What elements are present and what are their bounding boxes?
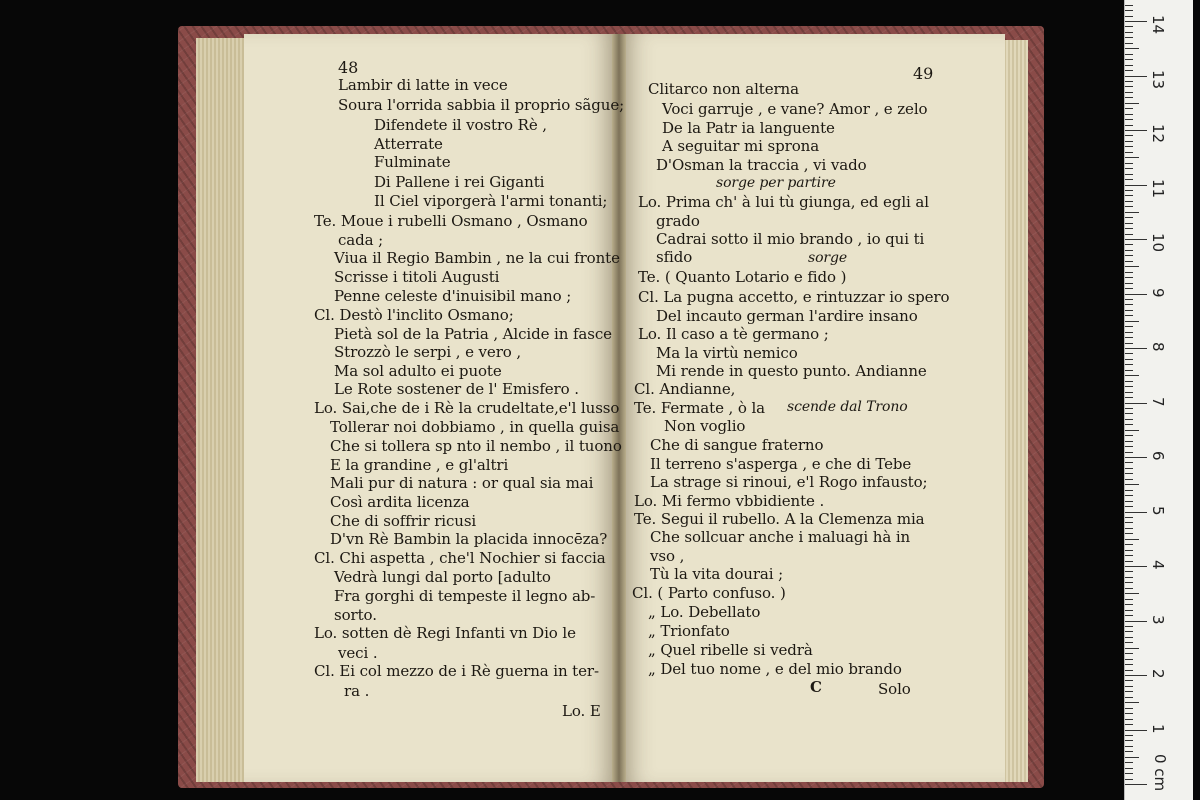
ruler-tick: [1125, 446, 1133, 447]
ruler-number: 13: [1149, 69, 1167, 89]
text-line: Pietà sol de la Patria , Alcide in fasce: [334, 325, 612, 343]
text-line: Che di sangue fraterno: [650, 436, 824, 454]
ruler-tick: [1125, 468, 1133, 469]
ruler-tick: [1125, 648, 1139, 649]
ruler-tick: [1125, 506, 1133, 507]
ruler-tick: [1125, 130, 1147, 131]
ruler-tick: [1125, 283, 1133, 284]
ruler-tick: [1125, 92, 1133, 93]
ruler-tick: [1125, 375, 1139, 376]
ruler-tick: [1125, 762, 1133, 763]
ruler-tick: [1125, 659, 1133, 660]
ruler-number: 10: [1149, 233, 1167, 253]
text-line: Ma sol adulto ei puote: [334, 362, 502, 380]
ruler-tick: [1125, 495, 1133, 496]
ruler-number: 12: [1149, 124, 1167, 144]
ruler-tick: [1125, 16, 1133, 17]
ruler-tick: [1125, 702, 1139, 703]
text-line: Il terreno s'asperga , e che di Tebe: [650, 455, 912, 473]
ruler-tick: [1125, 304, 1133, 305]
text-line: Penne celeste d'inuisibil mano ;: [334, 287, 572, 305]
ruler-tick: [1125, 370, 1133, 371]
ruler-tick: [1125, 135, 1133, 136]
ruler-tick: [1125, 359, 1133, 360]
ruler-tick: [1125, 588, 1133, 589]
ruler-tick: [1125, 272, 1133, 273]
ruler-tick: [1125, 190, 1133, 191]
ruler-tick: [1125, 533, 1133, 534]
ruler-tick: [1125, 114, 1133, 115]
ruler-tick: [1125, 261, 1133, 262]
text-line: Cl. ( Parto confuso. ): [632, 584, 786, 602]
ruler-tick: [1125, 779, 1133, 780]
ruler-tick: [1125, 604, 1133, 605]
ruler-tick: [1125, 315, 1133, 316]
text-line: De la Patr ia languente: [662, 119, 835, 137]
ruler-tick: [1125, 740, 1133, 741]
ruler-tick: [1125, 490, 1133, 491]
ruler-tick: [1125, 413, 1133, 414]
text-line: Lo. sotten dè Regi Infanti vn Dio le: [314, 624, 576, 642]
stage-direction: sorge: [808, 250, 848, 266]
text-line: Difendete il vostro Rè ,: [374, 116, 547, 134]
ruler-tick: [1125, 343, 1133, 344]
ruler-tick: [1125, 462, 1133, 463]
ruler-tick: [1125, 37, 1133, 38]
ruler-tick: [1125, 59, 1133, 60]
text-line: Di Pallene i rei Giganti: [374, 173, 545, 191]
ruler-tick: [1125, 517, 1133, 518]
text-line: ra .: [344, 682, 370, 700]
text-line: Cadrai sotto il mio brando , io qui ti: [656, 230, 925, 248]
ruler-tick: [1125, 179, 1133, 180]
ruler-tick: [1125, 337, 1133, 338]
ruler-tick: [1125, 152, 1133, 153]
ruler-tick: [1125, 544, 1133, 545]
ruler-tick: [1125, 364, 1133, 365]
ruler-tick: [1125, 103, 1139, 104]
ruler-tick: [1125, 244, 1133, 245]
ruler-tick: [1125, 146, 1133, 147]
ruler-tick: [1125, 479, 1133, 480]
ruler-number: 3: [1149, 614, 1167, 625]
ruler-tick: [1125, 353, 1133, 354]
text-line: E la grandine , e gl'altri: [330, 456, 509, 474]
ruler-tick: [1125, 321, 1139, 322]
ruler-tick: [1125, 43, 1133, 44]
ruler-tick: [1125, 76, 1147, 77]
text-line: Mi rende in questo punto. Andianne: [656, 362, 927, 380]
ruler-tick: [1125, 168, 1133, 169]
text-line: Te. ( Quanto Lotario e fido ): [638, 268, 847, 286]
text-line: „ Del tuo nome , e del mio brando: [648, 660, 902, 678]
ruler-tick: [1125, 539, 1139, 540]
text-line: Vedrà lungi dal porto [adulto: [334, 568, 551, 586]
text-line: „ Trionfato: [648, 622, 730, 640]
ruler-tick: [1125, 397, 1133, 398]
text-line: sfido: [656, 248, 693, 266]
ruler-tick: [1125, 10, 1133, 11]
catchword: Solo: [878, 680, 911, 698]
ruler-tick: [1125, 26, 1133, 27]
ruler-tick: [1125, 54, 1133, 55]
ruler-tick: [1125, 288, 1133, 289]
text-line: „ Lo. Debellato: [648, 603, 761, 621]
ruler-tick: [1125, 48, 1139, 49]
text-line: Lo. Mi fermo vbbidiente .: [634, 492, 825, 510]
ruler-number: 11: [1149, 178, 1167, 198]
catchword: Lo. E: [562, 702, 601, 720]
text-line: Il Ciel viporgerà l'armi tonanti;: [374, 192, 608, 210]
ruler-tick: [1125, 424, 1133, 425]
ruler-tick: [1125, 784, 1147, 785]
ruler-tick: [1125, 206, 1133, 207]
ruler-tick: [1125, 670, 1133, 671]
ruler-tick: [1125, 419, 1133, 420]
ruler-tick: [1125, 157, 1139, 158]
text-line: Lo. Prima ch' à lui tù giunga, ed egli al: [638, 193, 929, 211]
ruler-tick: [1125, 217, 1133, 218]
text-line: Lambir di latte in vece: [338, 76, 508, 94]
ruler-tick: [1125, 571, 1133, 572]
ruler-tick: [1125, 163, 1133, 164]
ruler-tick: [1125, 223, 1133, 224]
ruler-tick: [1125, 441, 1133, 442]
ruler-tick: [1125, 266, 1139, 267]
ruler-tick: [1125, 730, 1147, 731]
text-line: cada ;: [338, 231, 384, 249]
text-line: D'Osman la traccia , vi vado: [656, 156, 867, 174]
ruler-tick: [1125, 582, 1133, 583]
text-line: La strage si rinoui, e'l Rogo infausto;: [650, 473, 928, 491]
text-line: Così ardita licenza: [330, 493, 470, 511]
ruler-tick: [1125, 642, 1133, 643]
ruler-number: 2: [1149, 669, 1167, 679]
ruler-tick: [1125, 348, 1147, 349]
ruler-tick: [1125, 550, 1133, 551]
ruler-tick: [1125, 686, 1133, 687]
text-line: Cl. Ei col mezzo de i Rè guerna in ter-: [314, 662, 599, 680]
ruler-tick: [1125, 457, 1147, 458]
text-line: Clitarco non alterna: [648, 80, 799, 98]
text-line: Che si tollera sp nto il nembo , il tuono: [330, 437, 622, 455]
text-line: Del incauto german l'ardire insano: [656, 307, 918, 325]
ruler-tick: [1125, 512, 1147, 513]
ruler-tick: [1125, 675, 1147, 676]
ruler-tick: [1125, 70, 1133, 71]
text-line: Tollerar noi dobbiamo , in quella guisa: [330, 418, 620, 436]
ruler-tick: [1125, 65, 1133, 66]
ruler-tick: [1125, 185, 1147, 186]
ruler-number: 1: [1149, 723, 1167, 734]
ruler-tick: [1125, 713, 1133, 714]
text-line: Lo. Sai,che de i Rè la crudeltate,e'l lusso: [314, 399, 620, 417]
ruler-tick: [1125, 174, 1133, 175]
ruler-tick: [1125, 773, 1133, 774]
ruler-tick: [1125, 751, 1133, 752]
text-line: Strozzò le serpi , e vero ,: [334, 343, 522, 361]
ruler-number: 9: [1149, 287, 1167, 298]
text-line: Fra gorghi di tempeste il legno ab-: [334, 587, 596, 605]
text-line: Fulminate: [374, 153, 451, 171]
text-line: Cl. Destò l'inclito Osmano;: [314, 306, 514, 324]
text-line: D'vn Rè Bambin la placida innocēza?: [330, 530, 608, 548]
ruler-tick: [1125, 277, 1133, 278]
ruler-number: 14: [1149, 15, 1167, 35]
text-line: grado: [656, 212, 700, 230]
stage-direction: scende dal Trono: [787, 399, 908, 415]
ruler-number: 6: [1149, 451, 1167, 461]
ruler-tick: [1125, 21, 1147, 22]
ruler-tick: [1125, 577, 1133, 578]
ruler-tick: [1125, 724, 1133, 725]
text-line: Cl. Andianne,: [634, 380, 736, 398]
ruler-tick: [1125, 452, 1133, 453]
ruler-tick: [1125, 528, 1133, 529]
ruler-tick: [1125, 473, 1133, 474]
ruler-tick: [1125, 310, 1133, 311]
text-line: Te. Segui il rubello. A la Clemenza mia: [634, 510, 925, 528]
ruler-tick: [1125, 708, 1133, 709]
ruler-tick: [1125, 141, 1133, 142]
ruler-tick: [1125, 631, 1133, 632]
ruler-tick: [1125, 239, 1147, 240]
ruler-tick: [1125, 621, 1147, 622]
text-line: Le Rote sostener de l' Emisfero .: [334, 380, 579, 398]
text-line: Atterrate: [374, 135, 443, 153]
left-page-edges: [196, 38, 250, 782]
ruler-tick: [1125, 195, 1133, 196]
ruler-number: 8: [1149, 342, 1167, 352]
text-line: Che di soffrir ricusi: [330, 512, 477, 530]
ruler-tick: [1125, 5, 1133, 6]
ruler-tick: [1125, 119, 1133, 120]
ruler-tick: [1125, 484, 1139, 485]
text-line: Te. Moue i rubelli Osmano , Osmano: [314, 212, 588, 230]
ruler-tick: [1125, 234, 1133, 235]
text-line: „ Quel ribelle si vedrà: [648, 641, 813, 659]
ruler-tick: [1125, 691, 1133, 692]
page-number: 48: [338, 58, 359, 77]
ruler-tick: [1125, 697, 1133, 698]
ruler-tick: [1125, 501, 1133, 502]
ruler-tick: [1125, 593, 1139, 594]
text-line: Lo. Il caso a tè germano ;: [638, 325, 829, 343]
stage-direction: sorge per partire: [716, 175, 836, 191]
measurement-ruler: [1124, 0, 1193, 800]
ruler-tick: [1125, 746, 1133, 747]
text-line: Cl. Chi aspetta , che'l Nochier si faccia: [314, 549, 606, 567]
text-line: Voci garruje , e vane? Amor , e zelo: [662, 100, 928, 118]
ruler-tick: [1125, 294, 1147, 295]
text-line: Tù la vita dourai ;: [650, 565, 784, 583]
ruler-tick: [1125, 212, 1139, 213]
ruler-tick: [1125, 735, 1133, 736]
ruler-tick: [1125, 326, 1133, 327]
ruler-tick: [1125, 757, 1139, 758]
ruler-tick: [1125, 637, 1133, 638]
ruler-number: 5: [1149, 505, 1167, 516]
text-line: Viua il Regio Bambin , ne la cui fronte: [334, 249, 620, 267]
text-line: A seguitar mi sprona: [662, 137, 820, 155]
ruler-tick: [1125, 97, 1133, 98]
ruler-tick: [1125, 566, 1147, 567]
ruler-tick: [1125, 32, 1133, 33]
ruler-tick: [1125, 86, 1133, 87]
ruler-tick: [1125, 610, 1133, 611]
ruler-tick: [1125, 719, 1133, 720]
ruler-tick: [1125, 81, 1133, 82]
ruler-tick: [1125, 768, 1133, 769]
ruler-tick: [1125, 430, 1139, 431]
ruler-unit-label: 0 cm: [1151, 754, 1169, 792]
text-line: vso ,: [650, 547, 685, 565]
page-number: 49: [913, 64, 934, 83]
text-line: Soura l'orrida sabbia il proprio sãgue;: [338, 96, 625, 114]
ruler-tick: [1125, 408, 1133, 409]
ruler-tick: [1125, 403, 1147, 404]
text-line: Non voglio: [664, 417, 746, 435]
ruler-number: 4: [1149, 560, 1167, 570]
text-line: Cl. La pugna accetto, e rintuzzar io spero: [638, 288, 950, 306]
ruler-tick: [1125, 522, 1133, 523]
ruler-tick: [1125, 381, 1133, 382]
ruler-tick: [1125, 228, 1133, 229]
ruler-tick: [1125, 250, 1133, 251]
ruler-tick: [1125, 125, 1133, 126]
ruler-tick: [1125, 555, 1133, 556]
ruler-tick: [1125, 386, 1133, 387]
ruler-tick: [1125, 108, 1133, 109]
ruler-tick: [1125, 332, 1133, 333]
text-line: veci .: [338, 644, 378, 662]
ruler-tick: [1125, 599, 1133, 600]
ruler-tick: [1125, 615, 1133, 616]
ruler-tick: [1125, 653, 1133, 654]
ruler-tick: [1125, 392, 1133, 393]
ruler-tick: [1125, 255, 1133, 256]
ruler-tick: [1125, 626, 1133, 627]
ruler-tick: [1125, 561, 1133, 562]
ruler-tick: [1125, 664, 1133, 665]
text-line: Che sollcuar anche i maluagi hà in: [650, 528, 911, 546]
ruler-number: 7: [1149, 396, 1167, 407]
ruler-tick: [1125, 435, 1133, 436]
text-line: sorto.: [334, 606, 377, 624]
ruler-tick: [1125, 201, 1133, 202]
ruler-tick: [1125, 680, 1133, 681]
text-line: Scrisse i titoli Augusti: [334, 268, 500, 286]
ruler-tick: [1125, 299, 1133, 300]
signature-mark: C: [810, 678, 822, 696]
text-line: Mali pur di natura : or qual sia mai: [330, 474, 594, 492]
text-line: Te. Fermate , ò la: [634, 399, 766, 417]
text-line: Ma la virtù nemico: [656, 344, 798, 362]
